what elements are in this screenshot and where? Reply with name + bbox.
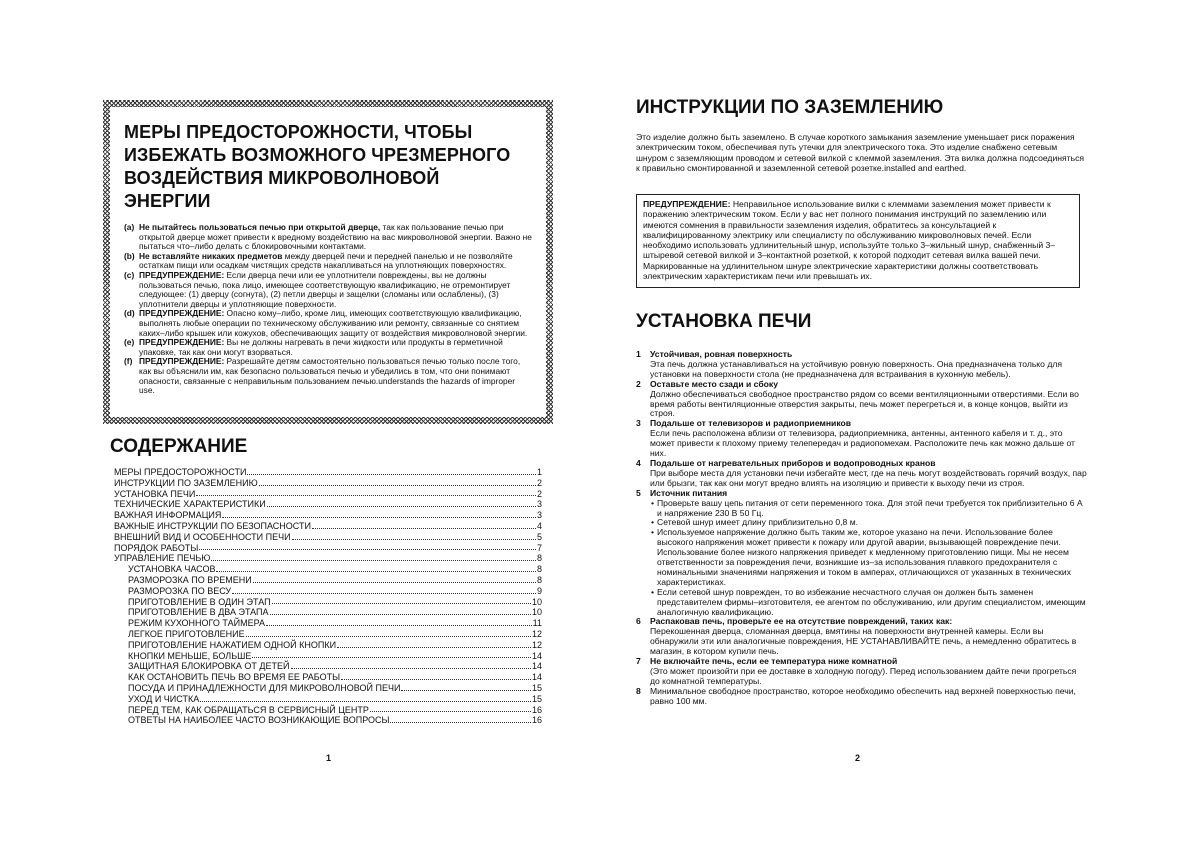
- precaution-body: Разрешайте детям самостоятельно пользоваться печью только после того, как вы объяснили им, как безопасно пользоваться печью и убедились в том, что они понимают опасности, связанные с неправильным пользованием печью.understands the hazards of improper use.: [139, 356, 521, 396]
- toc-entry-title: КАК ОСТАНОВИТЬ ПЕЧЬ ВО ВРЕМЯ ЕЕ РАБОТЫ: [128, 672, 341, 683]
- page-number: 2: [855, 753, 861, 763]
- toc-entry: [114, 467, 542, 478]
- precaution-label: (e): [124, 337, 135, 348]
- precaution-item: [124, 252, 532, 271]
- install-item-heading: Источник питания: [650, 487, 728, 498]
- precaution-body: Вы не должны нагревать в печи жидкости или продукты в герметичной упаковке, так как они могут взорваться.: [139, 337, 503, 357]
- toc-entry-title: ИНСТРУКЦИИ ПО ЗАЗЕМЛЕНИЮ: [114, 477, 258, 488]
- install-item: [636, 617, 1088, 657]
- toc-entry-title: РЕЖИМ КУХОННОГО ТАЙМЕРА: [128, 618, 265, 629]
- toc-leader: [341, 678, 531, 680]
- install-title: УСТАНОВКА ПЕЧИ: [636, 311, 812, 332]
- install-item: [636, 350, 1088, 380]
- toc-entry: [114, 532, 542, 543]
- precaution-bold: Не вставляйте никаких предметов: [139, 250, 283, 261]
- toc-entry-page: 5: [536, 531, 542, 542]
- toc-leader: [246, 635, 531, 637]
- bullet-mark: •: [651, 497, 655, 508]
- toc-entry: [114, 543, 542, 554]
- toc-entry-page: 2: [536, 477, 542, 488]
- toc-entry: [114, 575, 542, 586]
- toc-title: СОДЕРЖАНИЕ: [110, 436, 248, 457]
- toc-entry-title: УСТАНОВКА ЧАСОВ: [128, 564, 216, 575]
- toc-entry: [114, 715, 542, 726]
- install-bullet: [650, 588, 1088, 618]
- install-item-text: (Это может произойти при ее доставке в холодную погоду). Перед использованием дайте печи прогреться до комнатной температуры.: [650, 666, 1077, 686]
- toc-entry: [114, 521, 542, 532]
- toc-entry-title: ВАЖНАЯ ИНФОРМАЦИЯ: [114, 510, 222, 521]
- precaution-text: [139, 309, 532, 338]
- precaution-text: [139, 223, 532, 252]
- precaution-text: [139, 338, 532, 357]
- precautions-list: [124, 223, 532, 396]
- toc-entry-page: 3: [536, 510, 542, 521]
- toc-entry-title: ПЕРЕД ТЕМ, КАК ОБРАЩАТЬСЯ В СЕРВИСНЫЙ ЦЕНТР: [128, 704, 369, 715]
- precaution-bold: Не пытайтесь пользоваться печью при открытой дверце,: [139, 222, 381, 232]
- install-item-heading: Подальше от нагревательных приборов и водопроводных кранов: [650, 457, 936, 468]
- install-item: [636, 419, 1088, 459]
- toc-entry: [114, 651, 542, 662]
- toc-leader: [199, 548, 536, 550]
- toc-entry-page: 11: [532, 618, 542, 629]
- install-item-heading: Оставьте место сзади и сбоку: [650, 378, 778, 389]
- install-item-number: 2: [636, 378, 641, 389]
- toc-entry-page: 4: [536, 520, 542, 531]
- install-item-content: [650, 459, 1088, 489]
- toc-entry-title: РАЗМОРОЗКА ПО ВЕСУ: [128, 585, 232, 596]
- toc-leader: [401, 689, 531, 691]
- install-item: [636, 657, 1088, 687]
- toc-leader: [312, 527, 536, 529]
- install-item-number: 3: [636, 418, 641, 429]
- install-item-heading: Устойчивая, ровная поверхность: [650, 349, 793, 359]
- precaution-body: так как пользование печью при открытой дверце может привести к вредному воздействию на вас микроволновой энергии. Важно не пытаться что–либо делать с блокировочными контактами.: [139, 222, 532, 252]
- toc-leader: [292, 538, 536, 540]
- bullet-mark: •: [651, 586, 655, 597]
- install-item-content: [650, 350, 1088, 380]
- install-item: [636, 380, 1088, 420]
- install-item-text: Эта печь должна устанавливаться на устойчивую ровную поверхность. Она предназначена только для установки на поверхности стола (не предназначена для встраивания в кухонную мебель).: [650, 358, 1063, 379]
- toc-entry-page: 8: [536, 574, 542, 585]
- toc-leader: [247, 473, 536, 475]
- toc-leader: [337, 646, 531, 648]
- toc-entry-page: 16: [531, 715, 542, 726]
- toc-entry: [114, 564, 542, 575]
- install-item-text: Минимальное свободное пространство, которое необходимо обеспечить над верхней поверхностью печи, равно 100 мм.: [650, 685, 1076, 706]
- toc-leader: [390, 721, 531, 723]
- precaution-bold: ПРЕДУПРЕЖДЕНИЕ:: [139, 269, 225, 280]
- toc-entry-title: ПОРЯДОК РАБОТЫ: [114, 542, 199, 553]
- toc-entry: [114, 510, 542, 521]
- precaution-label: (b): [124, 250, 135, 261]
- bullet-mark: •: [651, 527, 655, 538]
- toc-leader: [252, 656, 531, 658]
- precaution-body: Опасно кому–либо, кроме лиц, имеющих соответствующую квалификацию, выполнять любые операции по техническому обслуживанию или ремонту, связанные со снятием каких–либо крышек или кожухов, обеспечивающих защиту от воздействия микроволновой энергии.: [139, 308, 528, 338]
- toc-leader: [222, 516, 536, 518]
- install-bullet-text: Проверьте вашу цепь питания от сети переменного тока. Для этой печи требуется ток приблизительно 6 А и напряжение 230 В 50 Гц.: [657, 497, 1083, 518]
- precaution-text: [139, 252, 532, 271]
- toc-entry-title: РАЗМОРОЗКА ПО ВРЕМЕНИ: [128, 574, 252, 585]
- toc-entry-title: ВНЕШНИЙ ВИД И ОСОБЕННОСТИ ПЕЧИ: [114, 531, 291, 542]
- install-item-number: 7: [636, 656, 641, 667]
- grounding-warning-box: [636, 194, 1080, 288]
- toc-leader: [291, 667, 531, 669]
- toc-entry: [114, 499, 542, 510]
- install-bullet-text: Используемое напряжение должно быть таким же, которое указано на печи. Использование более высокого напряжения может привести к пожару или другой аварии, вызывающей повреждение печи. Использование более низкого напряжения приведет к медленному приготовлению пищи. Мы не несем ответственности за повреждения печи, возникшие из–за использования плавкого предохранителя с номинальными значениями напряжения и током в амперах, отличающихся от указанных в технических характеристиках.: [657, 527, 1071, 587]
- precaution-body: между дверцей печи и передней панелью и не позволяйте остаткам пищи или осадкам чистящих средств накапливаться на уплотняющих поверхностях.: [139, 250, 513, 271]
- install-bullet: [650, 528, 1088, 587]
- install-item-heading: Подальше от телевизоров и радиоприемников: [650, 418, 852, 429]
- install-item-number: 1: [636, 349, 641, 359]
- toc-entry-page: 8: [536, 553, 542, 564]
- toc-entry: [114, 586, 542, 597]
- toc-entry: [114, 478, 542, 489]
- page-number: 1: [326, 753, 332, 763]
- toc-entry-page: 14: [531, 661, 542, 672]
- install-item-text: Должно обеспечиваться свободное пространство рядом со всеми вентиляционными отверстиями. Если во время работы вентиляционные отверстия закрыты, печь может перегреться и, в конце концов, выйти из строя.: [650, 388, 1079, 419]
- toc-entry-title: УСТАНОВКА ПЕЧИ: [114, 488, 196, 499]
- precaution-item: [124, 223, 532, 252]
- toc-entry-title: ВАЖНЫЕ ИНСТРУКЦИИ ПО БЕЗОПАСНОСТИ: [114, 520, 311, 531]
- precautions-box: [103, 100, 553, 424]
- precaution-label: (d): [124, 308, 135, 319]
- install-item-heading: Не включайте печь, если ее температура ниже комнатной: [650, 656, 898, 667]
- install-item-number: 6: [636, 616, 641, 627]
- toc-entry-page: 8: [536, 564, 542, 575]
- precaution-text: [139, 357, 532, 395]
- toc-entry: [114, 553, 542, 564]
- toc-entry: [114, 489, 542, 500]
- precautions-inner: [110, 107, 546, 417]
- toc-entry-page: 15: [531, 682, 542, 693]
- toc-entry-page: 9: [536, 585, 542, 596]
- toc-entry-page: 10: [531, 596, 542, 607]
- grounding-warning-label: ПРЕДУПРЕЖДЕНИЕ:: [643, 199, 731, 209]
- toc-leader: [232, 592, 536, 594]
- grounding-title: ИНСТРУКЦИИ ПО ЗАЗЕМЛЕНИЮ: [636, 97, 944, 118]
- toc-leader: [216, 570, 536, 572]
- install-item-content: [650, 657, 1088, 687]
- install-item-number: 4: [636, 457, 641, 468]
- toc-entry-page: 2: [536, 488, 542, 499]
- install-item: [636, 489, 1088, 618]
- precaution-item: [124, 357, 532, 395]
- toc-entry: [114, 683, 542, 694]
- install-item-number: 5: [636, 487, 641, 498]
- toc-entry-title: ПРИГОТОВЛЕНИЕ В ДВА ЭТАПА: [128, 607, 269, 618]
- toc-leader: [196, 494, 536, 496]
- precaution-item: [124, 309, 532, 338]
- install-item-text: Перекошенная дверца, сломанная дверца, вмятины на поверхности внутренней камеры. Если вы обнаружили эти или аналогичные повреждения, НЕ УСТАНАВЛИВАЙТЕ печь, а немедленно обратитесь в магазин, в котором купили печь.: [650, 626, 1077, 657]
- toc-entry-page: 12: [531, 628, 542, 639]
- toc-entry-title: МЕРЫ ПРЕДОСТОРОЖНОСТИ: [114, 467, 247, 477]
- toc-leader: [272, 602, 531, 604]
- toc-entry-title: ЗАЩИТНАЯ БЛОКИРОВКА ОТ ДЕТЕЙ: [128, 661, 290, 672]
- toc-entry-page: 1: [536, 467, 542, 477]
- install-bullet-text: Сетевой шнур имеет длину приблизительно 0,8 м.: [657, 517, 859, 528]
- toc-entry-page: 12: [531, 639, 542, 650]
- toc-entry-page: 14: [531, 650, 542, 661]
- install-item-content: [650, 419, 1088, 459]
- install-item-heading: Распаковав печь, проверьте ее на отсутствие повреждений, таких как:: [650, 616, 953, 627]
- grounding-text: Это изделие должно быть заземлено. В случае короткого замыкания заземление уменьшает риск поражения электрическим током, обеспечивая путь утечки для электрического тока. Это изделие снабжено сетевым шнуром с заземляющим проводом и сетевой вилкой с клеммой заземления. Эта вилка должна подсоединяться к правильно смонтированной и заземленной сетевой розетке.installed and earthed.: [636, 132, 1085, 173]
- toc-entry: [114, 629, 542, 640]
- precaution-text: [139, 271, 532, 309]
- precaution-label: (c): [124, 269, 135, 280]
- toc-entry-title: УХОД И ЧИСТКА: [128, 693, 200, 704]
- toc-entry-title: ПОСУДА И ПРИНАДЛЕЖНОСТИ ДЛЯ МИКРОВОЛНОВОЙ ПЕЧИ: [128, 682, 401, 693]
- toc-entry-title: ТЕХНИЧЕСКИЕ ХАРАКТЕРИСТИКИ: [114, 499, 266, 510]
- toc-entry: [114, 705, 542, 716]
- install-item-content: [650, 380, 1088, 420]
- install-item: [636, 687, 1088, 707]
- precaution-item: [124, 338, 532, 357]
- precaution-bold: ПРЕДУПРЕЖДЕНИЕ:: [139, 308, 225, 319]
- precaution-item: [124, 271, 532, 309]
- toc-entry: [114, 640, 542, 651]
- toc-entry-title: ЛЕГКОЕ ПРИГОТОВЛЕНИЕ: [128, 628, 245, 639]
- install-bullet: [650, 499, 1088, 519]
- toc-entry: [114, 597, 542, 608]
- toc-entry: [114, 607, 542, 618]
- toc-entry: [114, 672, 542, 683]
- install-item: [636, 459, 1088, 489]
- table-of-contents: [114, 467, 542, 726]
- install-item-text: Если печь расположена вблизи от телевизора, радиоприемника, антенны, антенного кабеля и т. д., это может привести к плохому приему телепередач и радиопомехам. Расположите печь как можно дальше от них.: [650, 428, 1075, 459]
- toc-leader: [267, 505, 536, 507]
- toc-entry-title: КНОПКИ МЕНЬШЕ, БОЛЬШЕ: [128, 650, 252, 661]
- toc-entry-page: 16: [531, 704, 542, 715]
- toc-entry-page: 10: [531, 607, 542, 618]
- toc-entry-title: УПРАВЛЕНИЕ ПЕЧЬЮ: [114, 553, 211, 564]
- precaution-bold: ПРЕДУПРЕЖДЕНИЕ:: [139, 356, 225, 367]
- install-item-text: При выборе места для установки печи избегайте мест, где на печь могут воздействовать горячий воздух, пар или брызги, так как они могут вредно влиять на изоляцию и привести к выходу печи из строя.: [650, 467, 1087, 488]
- toc-leader: [370, 710, 531, 712]
- install-item-content: [650, 617, 1088, 657]
- toc-entry: [114, 694, 542, 705]
- toc-entry-title: ОТВЕТЫ НА НАИБОЛЕЕ ЧАСТО ВОЗНИКАЮЩИЕ ВОПРОСЫ: [128, 715, 390, 726]
- grounding-warning-text: Неправильное использование вилки с клеммами заземления может привести к поражению электрическим током. Если у вас нет полного понимания инструкций по заземлению или имеются сомнения в правильности заземления изделия, обратитесь за консультацией к квалифицированному электрику или специалисту по обслуживанию микроволновых печей. Если необходимо использовать удлинительный шнур, используйте только 3–жильный шнур, снабженный 3–штыревой сетевой вилкой и 3–контактной розеткой, к которой подходит сетевая вилка вашей печи. Маркированные на удлинительном шнуре электрические характеристики должны соответствовать электрическим характеристикам печи или превышать их.: [643, 199, 1056, 282]
- toc-entry-page: 14: [531, 672, 542, 683]
- bullet-mark: •: [651, 517, 655, 528]
- toc-entry: [114, 661, 542, 672]
- precautions-title: МЕРЫ ПРЕДОСТОРОЖНОСТИ, ЧТОБЫ ИЗБЕЖАТЬ ВОЗМОЖНОГО ЧРЕЗМЕРНОГО ВОЗДЕЙСТВИЯ МИКРОВОЛНОВОЙ ЭНЕРГИИ: [124, 122, 511, 211]
- install-item-content: [650, 489, 1088, 618]
- precaution-label: (a): [124, 222, 135, 232]
- toc-leader: [200, 700, 531, 702]
- precaution-bold: ПРЕДУПРЕЖДЕНИЕ:: [139, 337, 225, 348]
- precaution-body: Если дверца печи или ее уплотнители повреждены, вы не должны пользоваться печью, пока лицо, имеющее соответствующую квалификацию, не отремонтирует следующее: (1) дверцу (согнута), (2) петли дверцы и защелки (сломаны или ослаблены), (3) уплотнители дверцы и уплотняющие поверхности.: [139, 269, 511, 309]
- install-bullet-text: Если сетевой шнур поврежден, то во избежание несчастного случая он должен быть заменен представителем фирмы–изготовителя, ее агентом по обслуживанию, или другим специалистом, имеющим аналогичную квалификацию.: [657, 586, 1086, 617]
- precaution-label: (f): [124, 356, 133, 367]
- toc-entry-title: ПРИГОТОВЛЕНИЕ В ОДИН ЭТАП: [128, 596, 271, 607]
- toc-leader: [211, 559, 536, 561]
- toc-entry-page: 7: [536, 542, 542, 553]
- toc-leader: [253, 581, 536, 583]
- toc-entry-page: 15: [531, 693, 542, 704]
- install-item-number: 8: [636, 685, 641, 696]
- install-list: [636, 350, 1088, 707]
- right-page: [596, 0, 1191, 842]
- toc-entry-page: 3: [536, 499, 542, 510]
- toc-leader: [259, 484, 536, 486]
- toc-entry: [114, 618, 542, 629]
- toc-entry-title: ПРИГОТОВЛЕНИЕ НАЖАТИЕМ ОДНОЙ КНОПКИ: [128, 639, 337, 650]
- toc-leader: [266, 624, 532, 626]
- install-item-content: [650, 687, 1088, 707]
- toc-leader: [270, 613, 531, 615]
